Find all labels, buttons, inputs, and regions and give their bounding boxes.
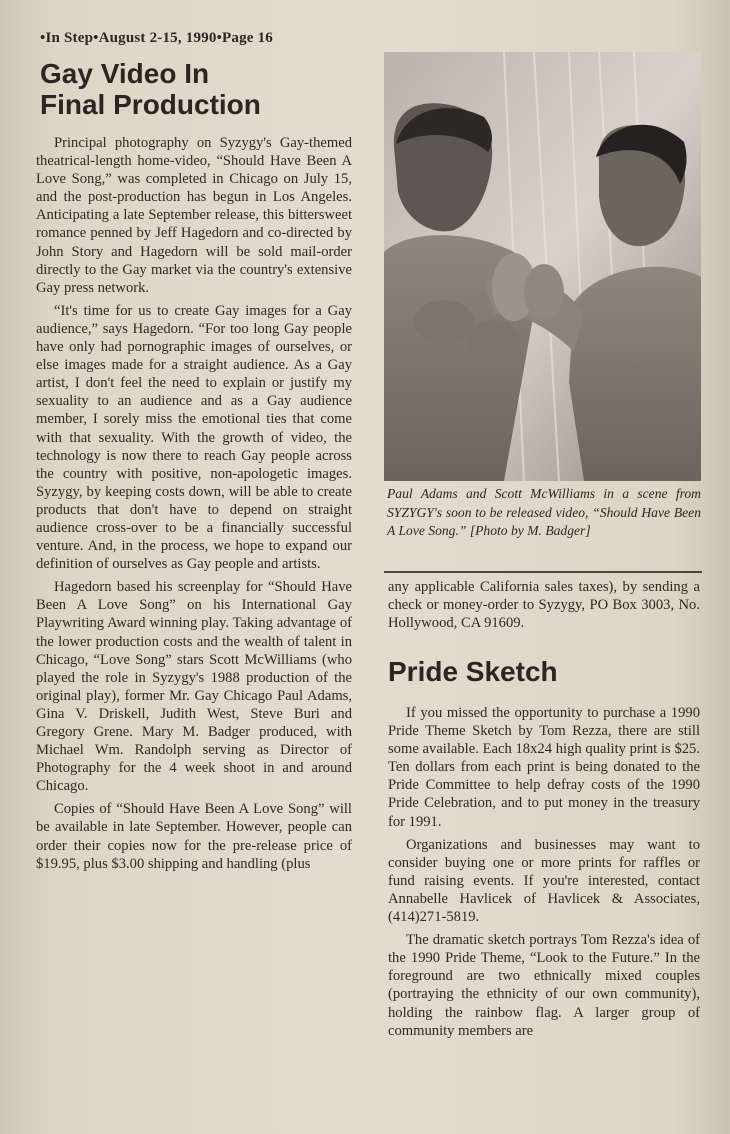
article-body-left-column (36, 134, 352, 878)
paragraph: If you missed the opportunity to purchase a 1990 Pride Theme Sketch by Tom Rezza, there are still some available. Each 18x24 high quality print is $25. Ten dollars from each print is being donated to the Pride Committee to help defray costs of the 1990 Pride Celebration, and to put money in the treasury for 1991. (388, 705, 700, 830)
column-divider-rule (384, 571, 702, 573)
pride-sketch-headline: Pride Sketch (388, 656, 558, 687)
page-folio: •In Step•August 2-15, 1990•Page 16 (40, 30, 273, 46)
article-headline (40, 58, 370, 120)
article-body-right-continued (388, 578, 700, 637)
paragraph: Hagedorn based his screenplay for “Should Have Been A Love Song” on his International Gay Playwriting Award winning play. Taking advantage of the lower production costs and the wealth of talent in Chicago, “Love Song” stars Scott McWilliams (who played the role in Syzygy's 1988 production of the original play), former Mr. Gay Chicago Paul Adams, Gina V. Driskell, Judith West, Steve Buri and Gregory Grene. Mary M. Badger produced, with Michael Wm. Randolph serving as Director of Photography for the 4 week shoot in and around Chicago. (36, 579, 352, 795)
article-photo (384, 52, 701, 481)
headline-line-2: Final Production (40, 89, 261, 120)
paragraph: Organizations and businesses may want to consider buying one or more prints for raffles or fund raising events. If you're interested, contact Annabelle Havlicek of Havlicek & Associates, (414)271-5819. (388, 836, 700, 926)
paragraph: “It's time for us to create Gay images for a Gay audience,” says Hagedorn. “For too long Gay people have only had pornographic images of ourselves, or else images made for a straight audience. As a Gay artist, I don't feel the need to explain or justify my sexuality to an audience and as a Gay audience member, I sorely miss the emotional ties that come with that sexuality. With the growth of video, the technology is now there to reach Gay people across the country with positive, non-apologetic images. Syzygy, by keeping costs down, will be able to create products that don't have to depend on straight audience cross-over to be a financially successful venture. And, in the process, we hope to expand our definition of ourselves as Gay people and artists. (36, 302, 352, 573)
paragraph: Principal photography on Syzygy's Gay-themed theatrical-length home-video, “Should Have Been A Love Song,” was completed in Chicago on July 15, and the post-production has begun in Los Angeles. Anticipating a late September release, this bittersweet romance penned by Jeff Hagedorn and co-directed by John Story and Hagedorn will be sold mail-order directly to the Gay market via the country's extensive Gay press network. (36, 135, 352, 296)
headline-line-1: Gay Video In (40, 58, 210, 89)
paragraph: any applicable California sales taxes), by sending a check or money-order to Syzygy, PO Box 3003, No. Hollywood, CA 91609. (388, 579, 700, 632)
paragraph: Copies of “Should Have Been A Love Song” will be available in late September. However, people can order their copies now for the pre-release price of $19.95, plus $3.00 shipping and handling (plus (36, 801, 352, 872)
paragraph: The dramatic sketch portrays Tom Rezza's idea of the 1990 Pride Theme, “Look to the Future.” In the foreground are two ethnically mixed couples (portraying the ethnicity of our own community), holding the rainbow flag. A larger group of community members are (388, 932, 700, 1039)
pride-sketch-body (388, 704, 700, 1045)
photo-caption: Paul Adams and Scott McWilliams in a scene from SYZYGY's soon to be released video, “Should Have Been A Love Song.” [Photo by M. Badger] (387, 486, 701, 538)
photo-illustration (384, 52, 701, 481)
